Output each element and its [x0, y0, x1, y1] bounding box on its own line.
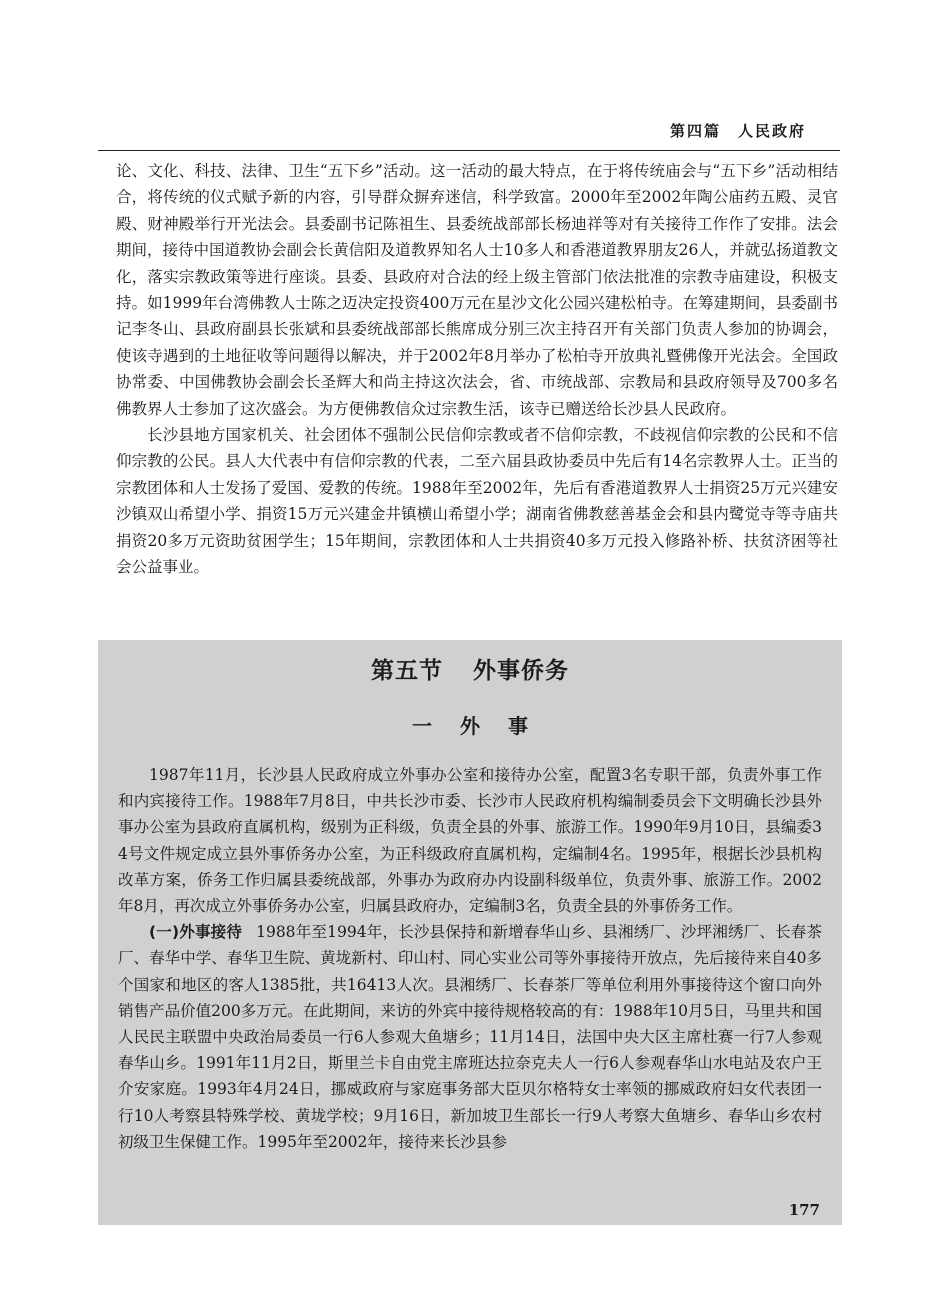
section-name: 外事侨务	[473, 658, 569, 684]
section-body	[118, 762, 822, 1155]
header-rule	[98, 150, 840, 151]
section-number: 第五节	[371, 658, 443, 684]
paragraph-religion-freedom: 长沙县地方国家机关、社会团体不强制公民信仰宗教或者不信仰宗教，不歧视信仰宗教的公民和不信仰宗教的公民。县人大代表中有信仰宗教的代表，二至六届县政协委员中先后有14名宗教界人士。正当的宗教团体和人士发扬了爱国、爱教的传统。1988年至2002年，先后有香港道教界人士捐资25万元兴建安沙镇双山希望小学、捐资15万元兴建金井镇横山希望小学；湖南省佛教慈善基金会和县内鹭觉寺等寺庙共捐资20多万元资助贫困学生；15年期间，宗教团体和人士共捐资40多万元投入修路补桥、扶贫济困等社会公益事业。	[116, 426, 838, 577]
section-title	[98, 652, 842, 685]
shaded-section	[98, 640, 842, 1225]
paragraph-foreign-reception-text: 1988年至1994年，长沙县保持和新增春华山乡、县湘绣厂、沙坪湘绣厂、长春茶厂、春华中学、春华卫生院、黄垅新村、印山村、同心实业公司等外事接待开放点，先后接待来自40多个国家和地区的客人1385批，共16413人次。县湘绣厂、长春茶厂等单位利用外事接待这个窗口向外销售产品价值200多万元。在此期间，来访的外宾中接待规格较高的有：1988年10月5日，马里共和国人民民主联盟中央政治局委员一行6人参观大鱼塘乡；11月14日，法国中央大区主席杜赛一行7人参观春华山乡。1991年11月2日，斯里兰卡自由党主席班达拉奈克夫人一行6人参观春华山水电站及农户王介安家庭。1993年4月24日，挪威政府与家庭事务部大臣贝尔格特女士率领的挪威政府妇女代表团一行10人考察县特殊学校、黄垅学校；9月16日，新加坡卫生部长一行9人考察大鱼塘乡、春华山乡农村初级卫生保健工作。1995年至2002年，接待来长沙县参	[118, 923, 822, 1151]
paragraph-foreign-affairs-office: 1987年11月，长沙县人民政府成立外事办公室和接待办公室，配置3名专职干部，负责外事工作和内宾接待工作。1988年7月8日，中共长沙市委、长沙市人民政府机构编制委员会下文明确长沙县外事办公室为县政府直属机构，级别为正科级，负责全县的外事、旅游工作。1990年9月10日，县编委34号文件规定成立县外事侨务办公室，为正科级政府直属机构，定编制4名。1995年，根据长沙县机构改革方案，侨务工作归属县委统战部，外事办为政府办内设副科级单位，负责外事、旅游工作。2002年8月，再次成立外事侨务办公室，归属县政府办，定编制3名，负责全县的外事侨务工作。	[118, 766, 822, 916]
page-number: 177	[788, 1201, 820, 1219]
paragraph-foreign-reception	[118, 919, 822, 1155]
running-header: 第四篇 人民政府	[670, 122, 807, 140]
paragraph-religion-continued: 论、文化、科技、法律、卫生“五下乡”活动。这一活动的最大特点，在于将传统庙会与“五下乡”活动相结合，将传统的仪式赋予新的内容，引导群众摒弃迷信，科学致富。2000年至2002年陶公庙药五殿、灵官殿、财神殿举行开光法会。县委副书记陈祖生、县委统战部部长杨迪祥等对有关接待工作作了安排。法会期间，接待中国道教协会副会长黄信阳及道教界知名人士10多人和香港道教界朋友26人，并就弘扬道教文化，落实宗教政策等进行座谈。县委、县政府对合法的经上级主管部门依法批准的宗教寺庙建设，积极支持。如1999年台湾佛教人士陈之迈决定投资400万元在星沙文化公园兴建松柏寺。在筹建期间，县委副书记李冬山、县政府副县长张斌和县委统战部部长熊席成分别三次主持召开有关部门负责人参加的协调会，使该寺遇到的土地征收等问题得以解决，并于2002年8月举办了松柏寺开放典礼暨佛像开光法会。全国政协常委、中国佛教协会副会长圣辉大和尚主持这次法会，省、市统战部、宗教局和县政府领导及700多名佛教界人士参加了这次盛会。为方便佛教信众过宗教生活，该寺已赠送给长沙县人民政府。	[116, 162, 838, 418]
paragraph-lead-heading: (一)外事接待	[149, 923, 243, 942]
body-text-top	[116, 158, 838, 581]
subsection-title: 一外事	[412, 714, 556, 738]
